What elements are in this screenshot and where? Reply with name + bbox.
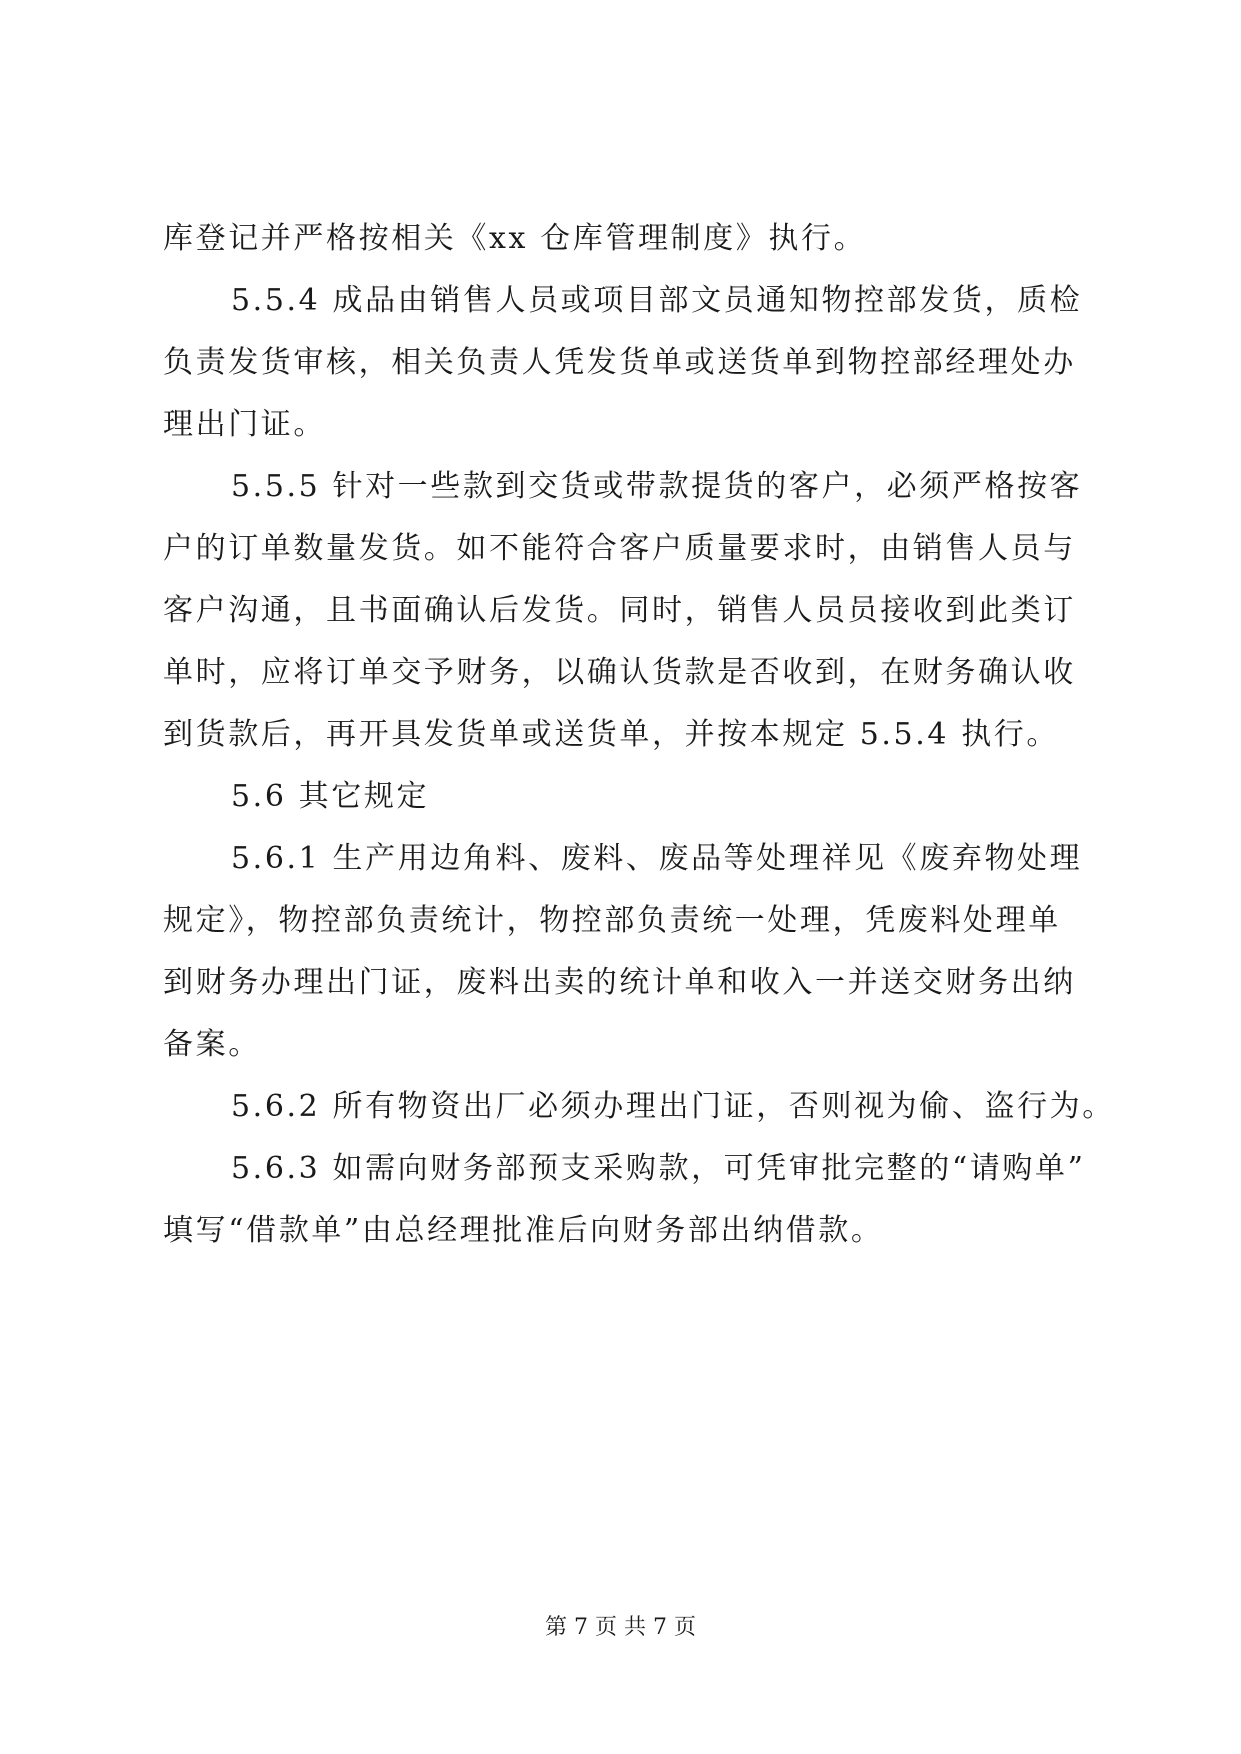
text-line: 规定》，物控部负责统计，物控部负责统一处理，凭废料处理单 [163, 903, 1061, 938]
text-line: 5.6.2 所有物资出厂必须办理出门证，否则视为偷、盗行为。 [231, 1089, 1115, 1124]
text-line: 到财务办理出门证，废料出卖的统计单和收入一并送交财务出纳 [163, 965, 1076, 1000]
text-line: 5.6.3 如需向财务部预支采购款，可凭审批完整的“请购单” [231, 1151, 1086, 1186]
text-line: 库登记并严格按相关《xx 仓库管理制度》执行。 [163, 221, 867, 256]
text-line: 单时，应将订单交予财务，以确认货款是否收到，在财务确认收 [163, 655, 1076, 690]
text-line: 备案。 [163, 1027, 261, 1062]
text-line: 到货款后，再开具发货单或送货单，并按本规定 5.5.4 执行。 [163, 717, 1060, 752]
text-line: 负责发货审核，相关负责人凭发货单或送货单到物控部经理处办 [163, 345, 1076, 380]
text-line: 户的订单数量发货。如不能符合客户质量要求时，由销售人员与 [163, 531, 1076, 566]
text-line: 理出门证。 [163, 407, 326, 442]
text-line: 填写“借款单”由总经理批准后向财务部出纳借款。 [163, 1213, 884, 1248]
text-line: 5.5.4 成品由销售人员或项目部文员通知物控部发货，质检 [231, 283, 1083, 318]
text-line: 客户沟通，且书面确认后发货。同时，销售人员员接收到此类订 [163, 593, 1076, 628]
section-heading: 5.6 其它规定 [231, 779, 430, 814]
page-number-footer: 第 7 页 共 7 页 [545, 1615, 696, 1640]
text-line: 5.6.1 生产用边角料、废料、废品等处理祥见《废弃物处理 [231, 841, 1083, 876]
text-line: 5.5.5 针对一些款到交货或带款提货的客户，必须严格按客 [231, 469, 1083, 504]
document-body [163, 208, 1115, 1262]
